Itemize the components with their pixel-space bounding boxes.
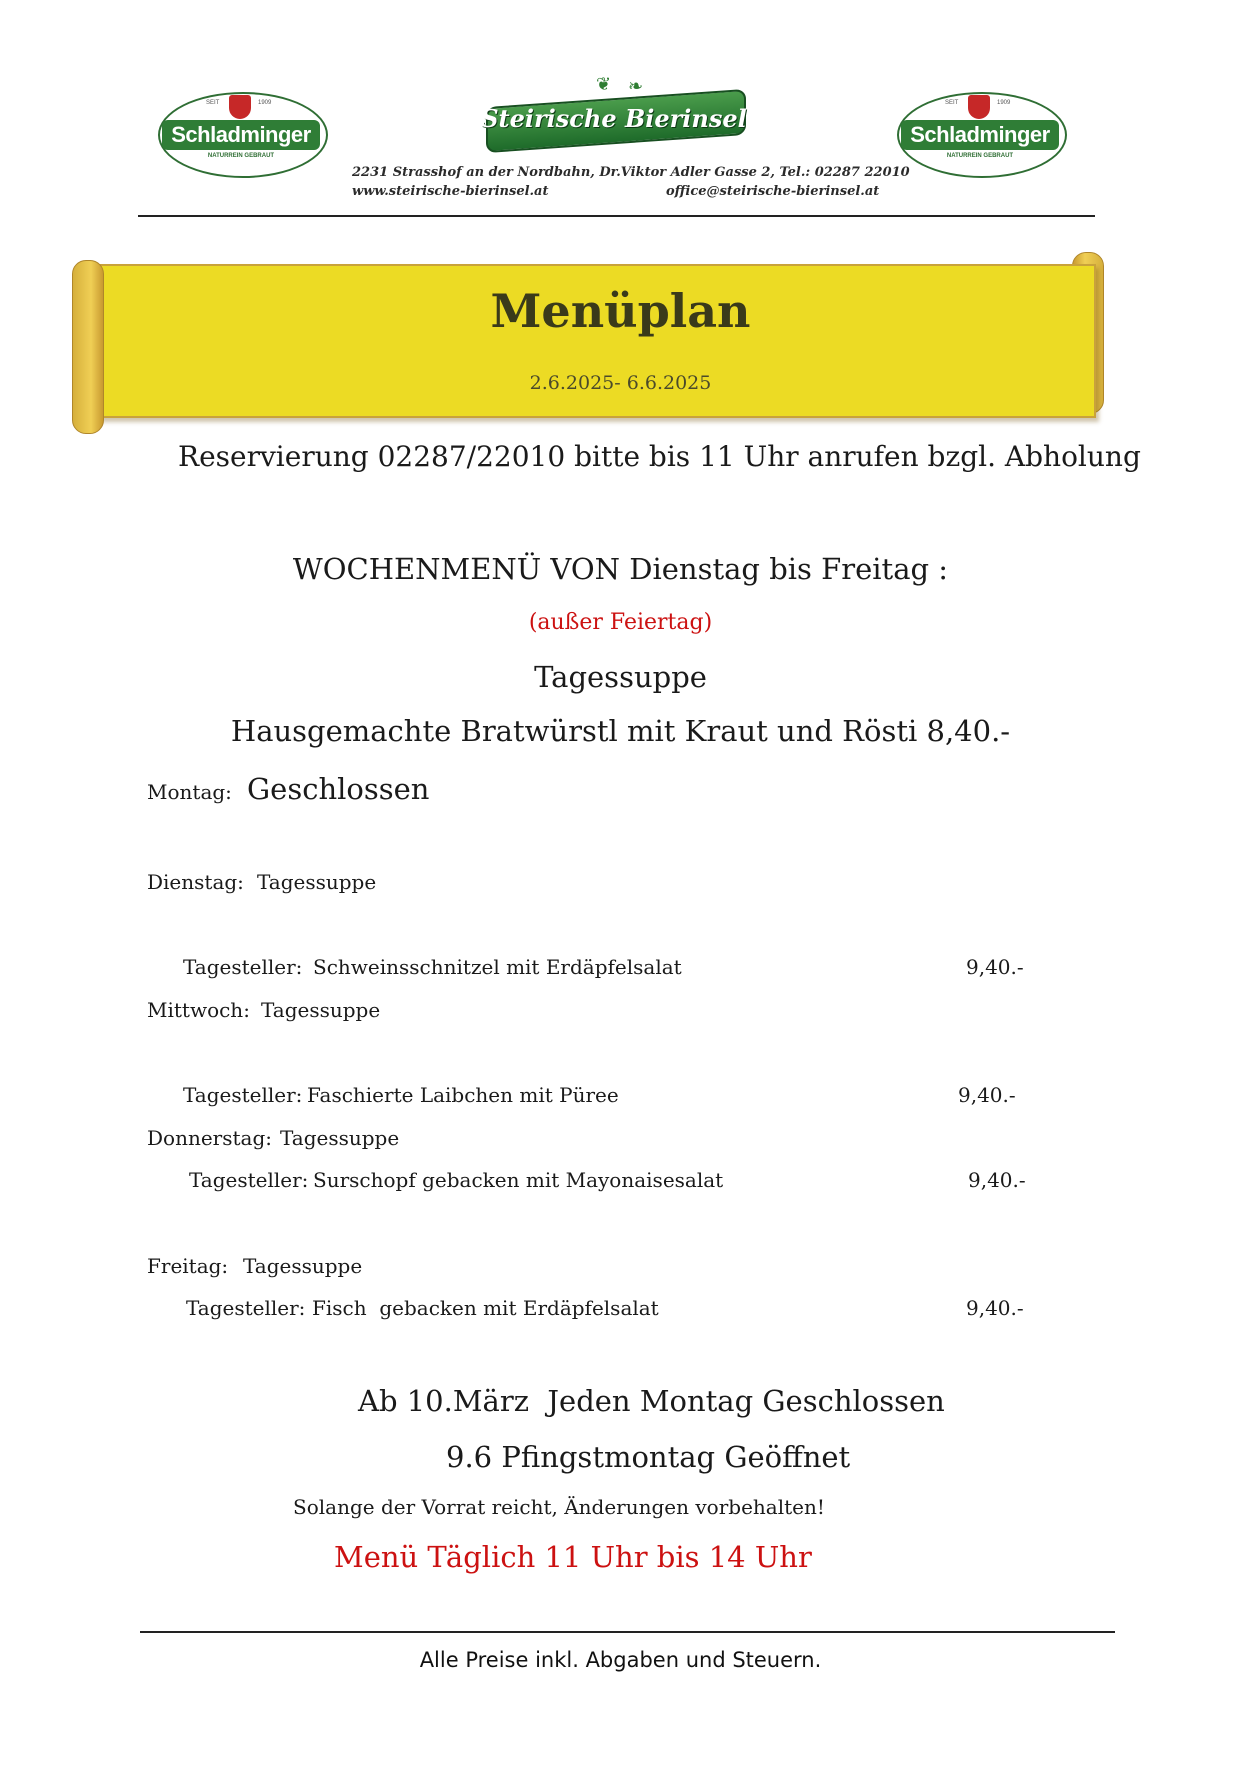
crest-icon [968, 95, 990, 119]
footer-divider [140, 1631, 1115, 1633]
closed-mondays-notice: Ab 10.März Jeden Montag Geschlossen [358, 1384, 945, 1418]
weekly-menu-heading: WOCHENMENÜ VON Dienstag bis Freitag : [292, 552, 949, 586]
price-footnote: Alle Preise inkl. Abgaben und Steuern. [419, 1648, 822, 1672]
logo-tagline: NATURREIN GEBRAUT [946, 153, 1014, 159]
logo-est-year: 1909 [997, 100, 1011, 106]
steirische-bierinsel-logo [478, 74, 750, 154]
friday-plate: Fisch gebacken mit Erdäpfelsalat [312, 1296, 659, 1320]
thursday-price: 9,40.- [968, 1168, 1026, 1192]
tuesday-plate-label: Tagesteller: [183, 955, 303, 979]
schladminger-logo-right [897, 92, 1067, 178]
address-line: 2231 Strasshof an der Nordbahn, Dr.Viktor Adler Gasse 2, Tel.: 02287 22010 [352, 165, 910, 180]
header-divider [138, 215, 1095, 217]
tuesday-plate: Schweinsschnitzel mit Erdäpfelsalat [313, 955, 682, 979]
leaf-icon: ❧ [628, 76, 644, 97]
leaf-icon: ❦ [596, 74, 612, 95]
logo-est-label: SEIT [206, 100, 220, 106]
monday-closed: Geschlossen [247, 772, 430, 806]
page-title: Menüplan [490, 284, 751, 338]
reservation-note: Reservierung 02287/22010 bitte bis 11 Uhr anrufen bzgl. Abholung [178, 440, 1141, 473]
tuesday-label: Dienstag: [147, 870, 244, 894]
opening-hours: Menü Täglich 11 Uhr bis 14 Uhr [334, 1540, 812, 1574]
title-scroll-banner [72, 252, 1102, 432]
wednesday-label: Mittwoch: [147, 998, 250, 1022]
weekly-dish: Hausgemachte Bratwürstl mit Kraut und Rösti 8,40.- [230, 714, 1011, 748]
disclaimer: Solange der Vorrat reicht, Änderungen vorbehalten! [293, 1495, 825, 1519]
logo-brand-text: Schladminger [901, 120, 1059, 150]
friday-label: Freitag: [147, 1254, 229, 1278]
logo-text: Steirische Bierinsel [481, 104, 747, 133]
friday-soup: Tagessuppe [243, 1254, 363, 1278]
logo-tagline: NATURREIN GEBRAUT [207, 153, 275, 159]
pentecost-notice: 9.6 Pfingstmontag Geöffnet [446, 1440, 851, 1474]
schladminger-logo-left [158, 92, 328, 178]
friday-price: 9,40.- [966, 1296, 1024, 1320]
wednesday-price: 9,40.- [958, 1083, 1016, 1107]
logo-brand-text: Schladminger [162, 120, 320, 150]
thursday-plate-label: Tagesteller: [189, 1168, 309, 1192]
wednesday-soup: Tagessuppe [261, 998, 381, 1022]
friday-plate-label: Tagesteller: [186, 1296, 306, 1320]
website-link[interactable]: www.steirische-bierinsel.at [352, 184, 549, 199]
crest-icon [229, 95, 251, 119]
logo-est-year: 1909 [258, 100, 272, 106]
date-range: 2.6.2025- 6.6.2025 [529, 372, 712, 394]
tuesday-price: 9,40.- [966, 955, 1024, 979]
tuesday-soup: Tagessuppe [257, 870, 377, 894]
holiday-note: (außer Feiertag) [528, 610, 713, 635]
thursday-soup: Tagessuppe [280, 1126, 400, 1150]
thursday-label: Donnerstag: [147, 1126, 272, 1150]
monday-label: Montag: [147, 780, 232, 804]
logo-est-label: SEIT [945, 100, 959, 106]
thursday-plate: Surschopf gebacken mit Mayonaisesalat [313, 1168, 724, 1192]
email-link[interactable]: office@steirische-bierinsel.at [666, 184, 880, 199]
weekly-soup: Tagessuppe [534, 660, 707, 694]
wednesday-plate: Faschierte Laibchen mit Püree [307, 1083, 619, 1107]
wednesday-plate-label: Tagesteller: [183, 1083, 303, 1107]
